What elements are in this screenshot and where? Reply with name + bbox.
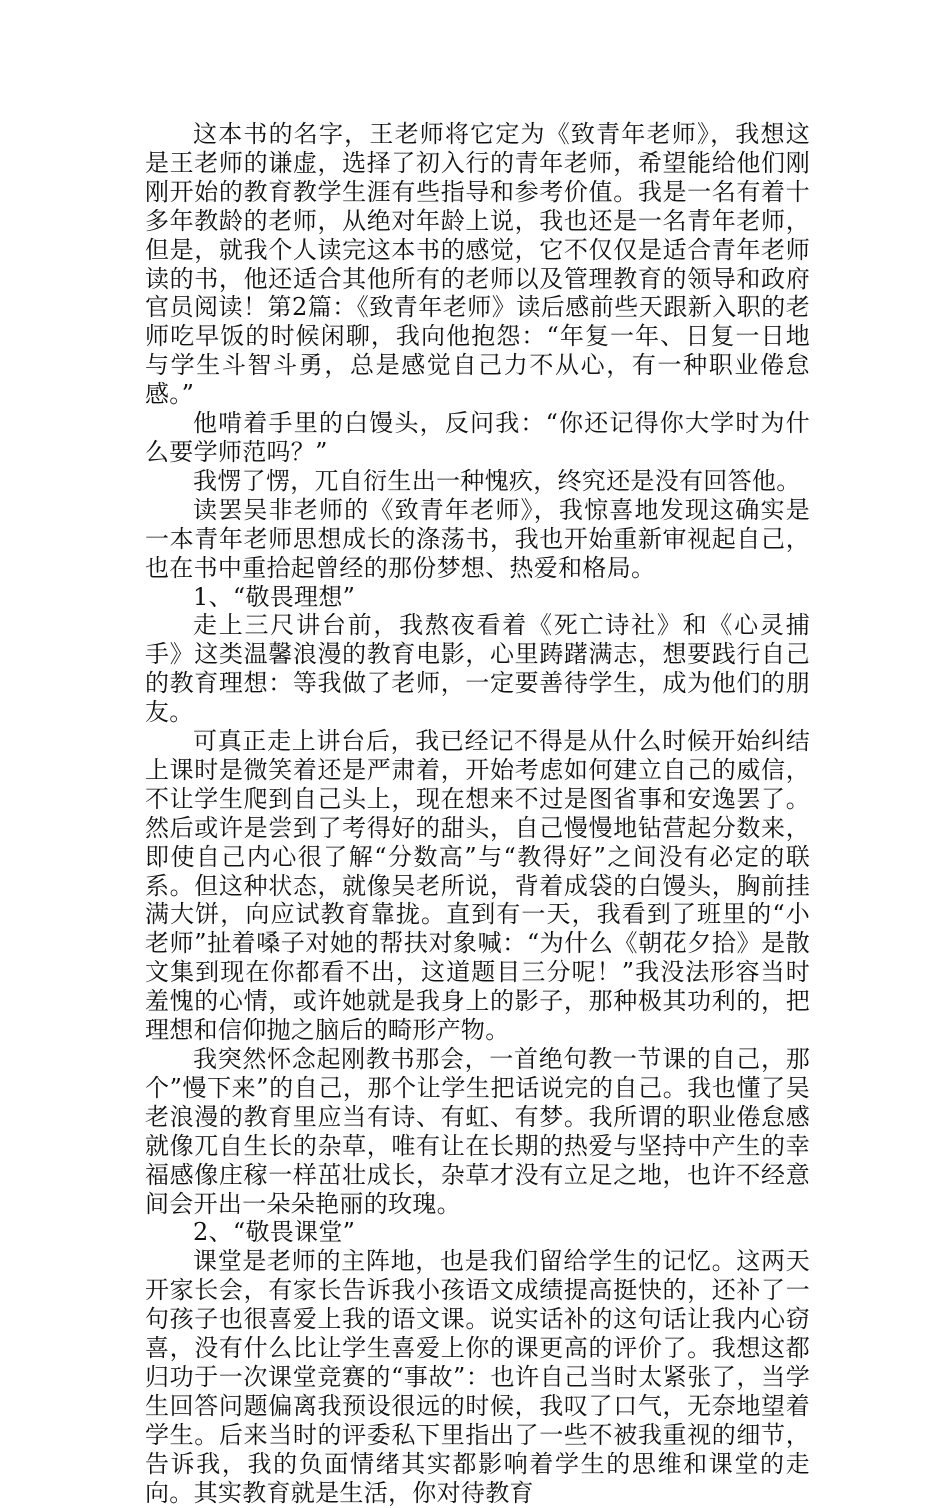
body-text bbox=[145, 120, 810, 1508]
paragraph-ideal-start: 走上三尺讲台前，我熬夜看着《死亡诗社》和《心灵捕手》这类温馨浪漫的教育电影，心里踌躇满志，想要践行自己的教育理想：等我做了老师，一定要善待学生，成为他们的朋友。 bbox=[145, 611, 810, 727]
paragraph-reading: 读罢吴非老师的《致青年老师》，我惊喜地发现这确实是一本青年老师思想成长的涤荡书，我也开始重新审视起自己，也在书中重拾起曾经的那份梦想、热爱和格局。 bbox=[145, 495, 810, 582]
paragraph-classroom: 课堂是老师的主阵地，也是我们留给学生的记忆。这两天开家长会，有家长告诉我小孩语文成绩提高挺快的，还补了一句孩子也很喜爱上我的语文课。说实话补的这句话让我内心窃喜，没有什么比让学生喜爱上你的课更高的评价了。我想这都归功于一次课堂竞赛的“事故”：也许自己当时太紧张了，当学生回答问题偏离我预设很远的时候，我叹了口气，无奈地望着学生。后来当时的评委私下里指出了一些不被我重视的细节，告诉我，我的负面情绪其实都影响着学生的思维和课堂的走向。其实教育就是生活，你对待教育 bbox=[145, 1247, 810, 1507]
paragraph-intro: 这本书的名字，王老师将它定为《致青年老师》，我想这是王老师的谦虚，选择了初入行的青年老师，希望能给他们刚刚开始的教育教学生涯有些指导和参考价值。我是一名有着十多年教龄的老师，从绝对年龄上说，我也还是一名青年老师，但是，就我个人读完这本书的感觉，它不仅仅是适合青年老师读的书，他还适合其他所有的老师以及管理教育的领导和政府官员阅读！第2篇：《致青年老师》读后感前些天跟新入职的老师吃早饭的时候闲聊，我向他抱怨：“年复一年、日复一日地与学生斗智斗勇，总是感觉自己力不从心，有一种职业倦怠感。” bbox=[145, 120, 810, 409]
section-heading-ideal: 1、“敬畏理想” bbox=[193, 582, 356, 611]
paragraph-ideal-reality: 可真正走上讲台后，我已经记不得是从什么时候开始纠结上课时是微笑着还是严肃着，开始考虑如何建立自己的威信，不让学生爬到自己头上，现在想来不过是图省事和安逸罢了。然后或许是尝到了考得好的甜头，自己慢慢地钻营起分数来，即使自己内心很了解“分数高”与“教得好”之间没有必定的联系。但这种状态，就像吴老所说，背着成袋的白馒头，胸前挂满大饼，向应试教育靠拢。直到有一天，我看到了班里的“小老师”扯着嗓子对她的帮扶对象喊：“为什么《朝花夕拾》是散文集到现在你都看不出，这道题目三分呢！”我没法形容当时羞愧的心情，或许她就是我身上的影子，那种极其功利的，把理想和信仰抛之脑后的畸形产物。 bbox=[145, 727, 810, 1045]
paragraph-ideal-return: 我突然怀念起刚教书那会，一首绝句教一节课的自己，那个”慢下来”的自己，那个让学生把话说完的自己。我也懂了吴老浪漫的教育里应当有诗、有虹、有梦。我所谓的职业倦怠感就像兀自生长的杂草，唯有让在长期的热爱与坚持中产生的幸福感像庄稼一样茁壮成长，杂草才没有立足之地，也许不经意间会开出一朵朵艳丽的玫瑰。 bbox=[145, 1045, 810, 1218]
paragraph-reflection: 我愣了愣，兀自衍生出一种愧疚，终究还是没有回答他。 bbox=[193, 466, 801, 495]
paragraph-dialogue-question: 他啃着手里的白馒头，反问我：“你还记得你大学时为什么要学师范吗？” bbox=[145, 409, 810, 466]
section-heading-classroom: 2、“敬畏课堂” bbox=[193, 1218, 356, 1247]
